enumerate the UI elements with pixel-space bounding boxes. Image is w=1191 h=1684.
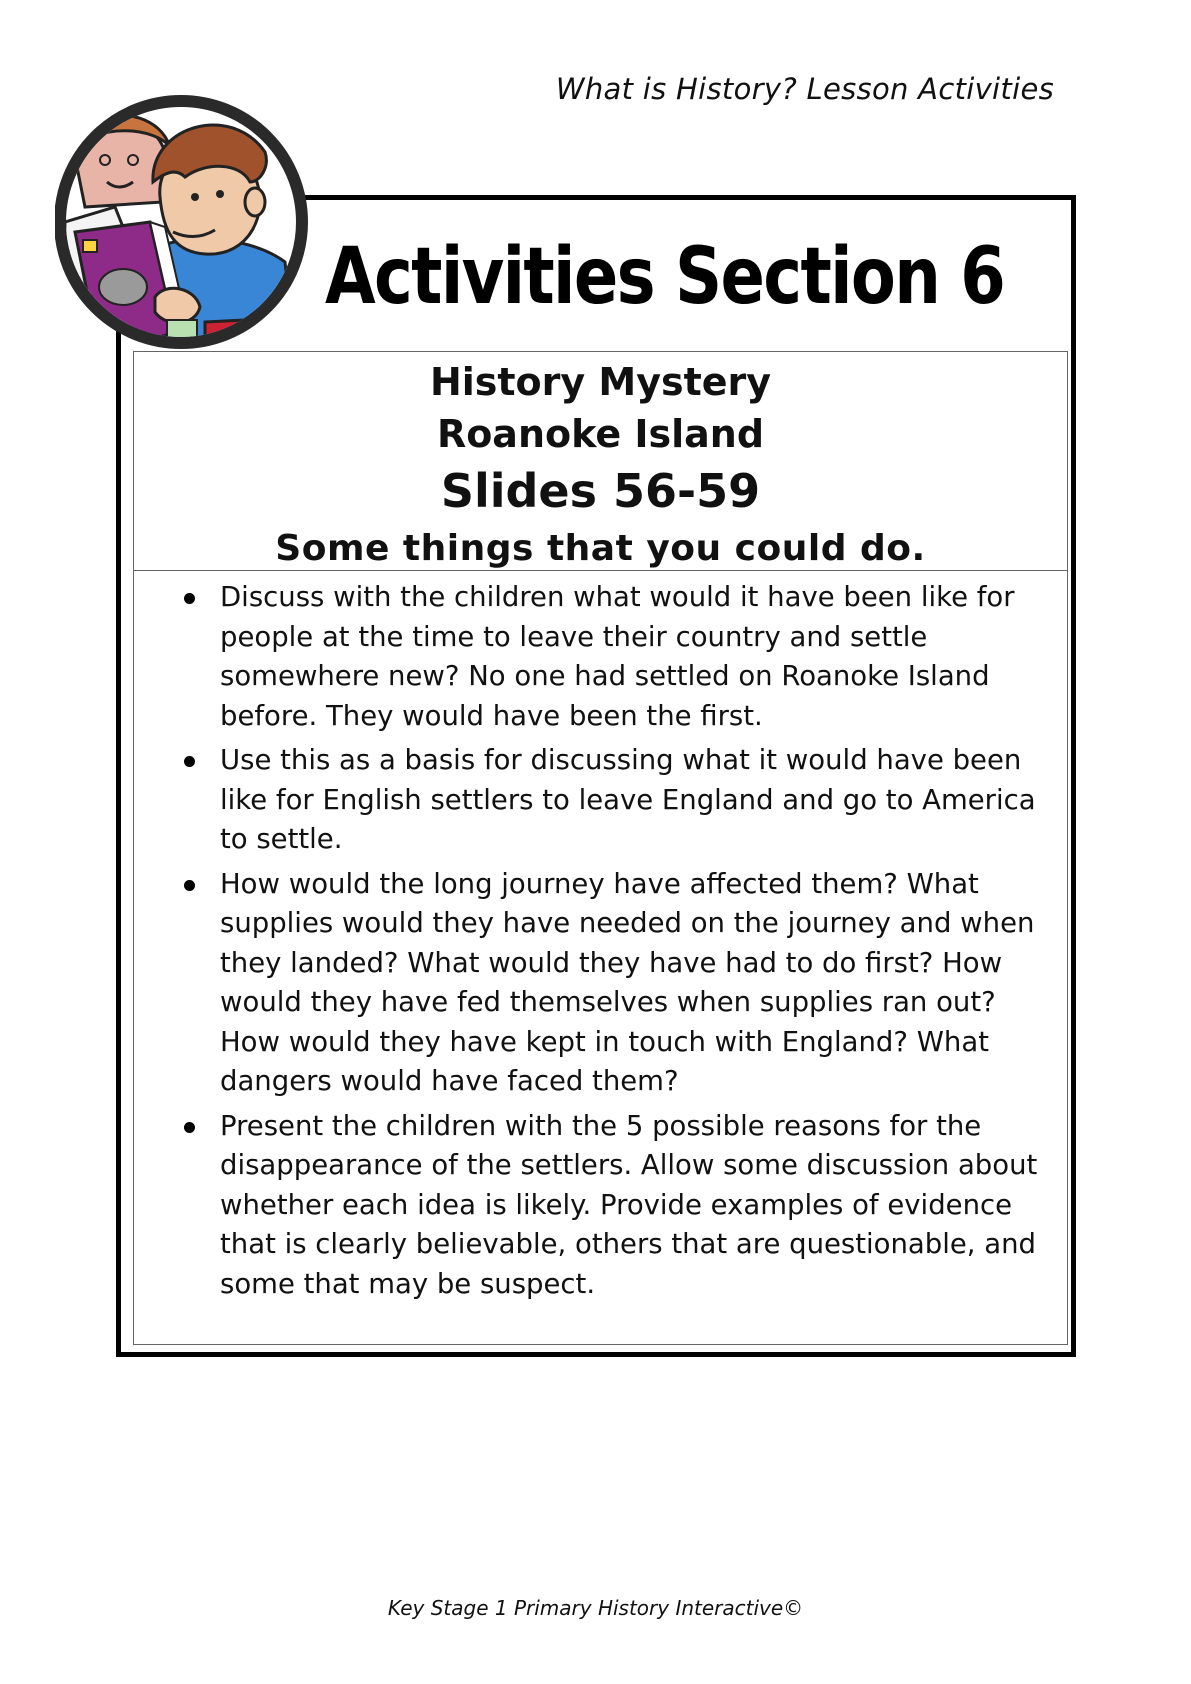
- list-item-text: Use this as a basis for discussing what it would have been like for English settlers to leave England and go to America to settle.: [220, 744, 1036, 855]
- bullet-icon: [184, 756, 195, 767]
- topic-title: History Mystery: [429, 360, 772, 404]
- running-head: What is History? Lesson Activities: [555, 72, 1054, 106]
- page-footer: Key Stage 1 Primary History Interactive©: [387, 1596, 804, 1620]
- list-item-text: Discuss with the children what would it have been like for people at the time to leave their country and settle somewhere new? No one had settled on Roanoke Island before. They would have been the first.: [220, 581, 1015, 732]
- list-item-text: How would the long journey have affected them? What supplies would they have needed on the journey and when they landed? What would they have had to do first? How would they have fed themselves when supplies ran out? How would they have kept in touch with England? What dangers would have faced them?: [220, 867, 1035, 1097]
- children-reading-illustration: [55, 82, 311, 358]
- bullet-icon: [184, 1122, 195, 1133]
- activities-intro: Some things that you could do.: [275, 528, 926, 569]
- activity-list: [178, 578, 1058, 1309]
- bullet-icon: [184, 593, 195, 604]
- activity-heading: [133, 356, 1068, 576]
- topic-subtitle: Roanoke Island: [436, 412, 765, 456]
- slides-range: Slides 56-59: [440, 464, 761, 518]
- list-item: [178, 578, 1058, 736]
- list-item-text: Present the children with the 5 possible reasons for the disappearance of the settlers. Allow some discussion about whether each idea is likely. Provide examples of evidence that is clearly believable, others that are questionable, and some that may be suspect.: [220, 1109, 1038, 1300]
- list-item: [178, 1107, 1058, 1305]
- list-item: [178, 865, 1058, 1102]
- section-title: Activities Section 6: [325, 232, 1005, 322]
- list-item: [178, 741, 1058, 860]
- bullet-icon: [184, 880, 195, 891]
